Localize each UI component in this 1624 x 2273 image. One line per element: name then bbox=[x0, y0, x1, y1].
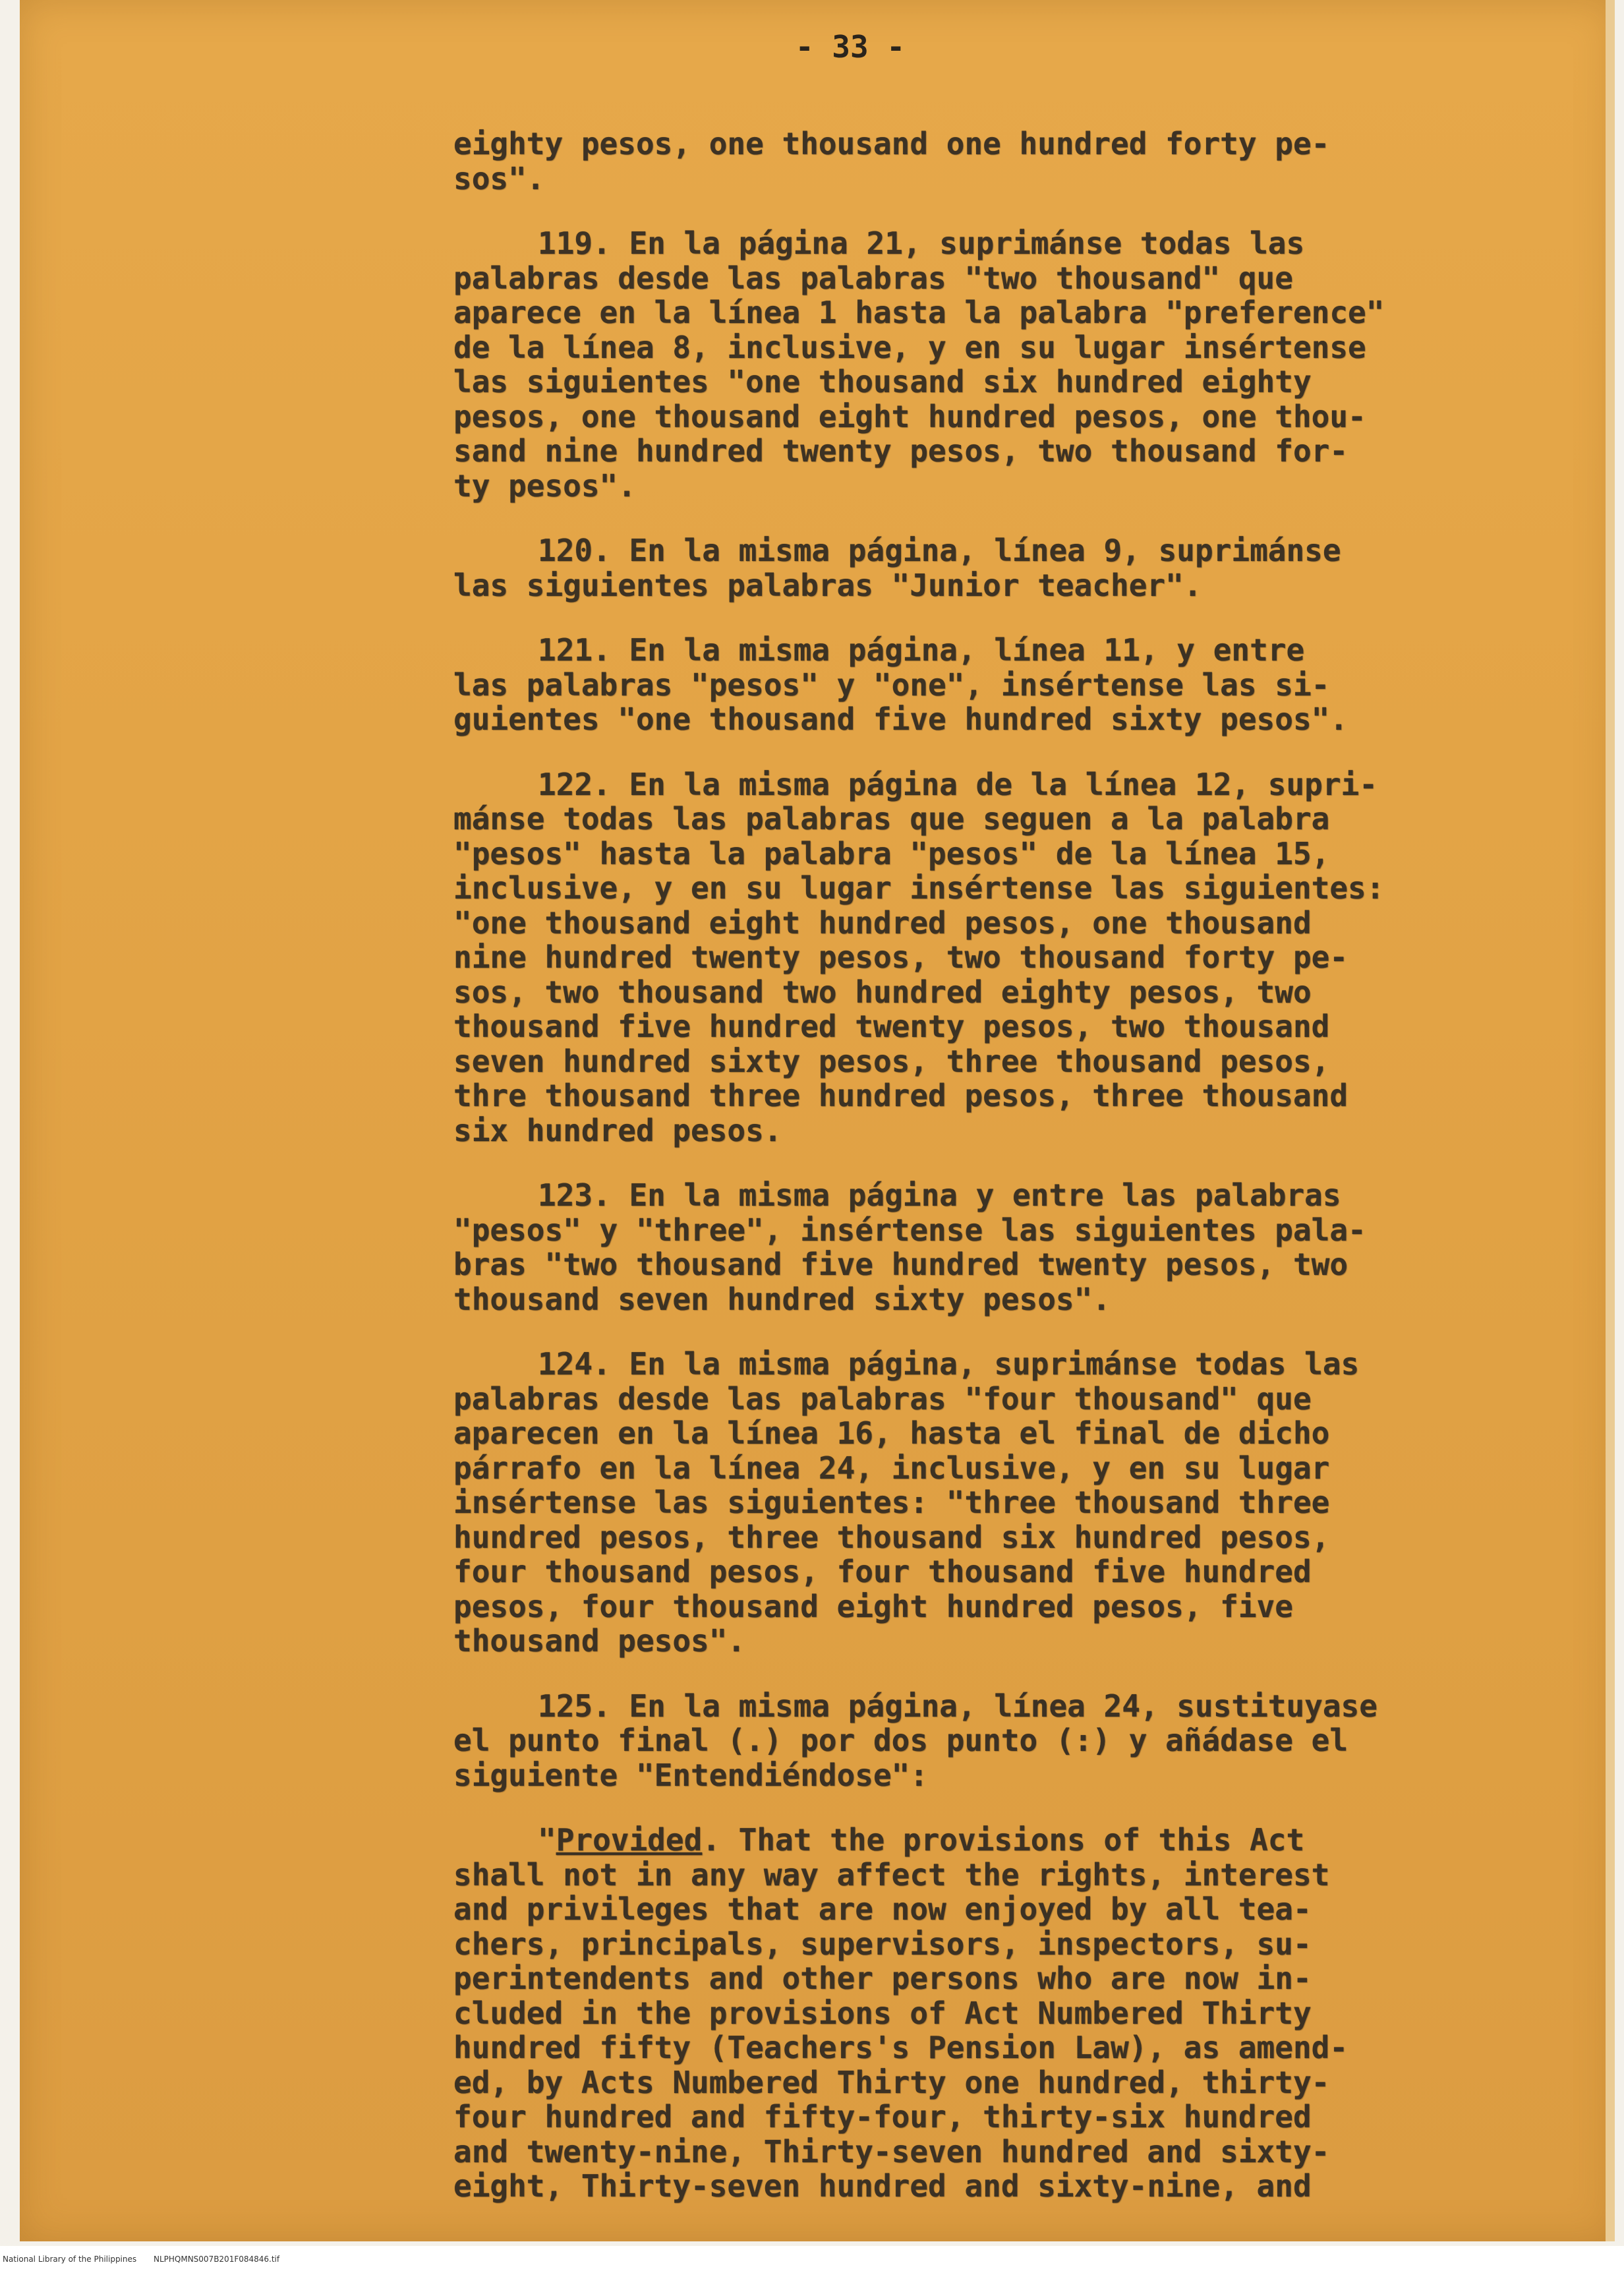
text-line: four thousand pesos, four thousand five hundred bbox=[453, 1554, 1312, 1589]
text-line: 120. En la misma página, línea 9, suprimánse bbox=[538, 533, 1341, 568]
text-line: 122. En la misma página de la línea 12, supri- bbox=[538, 766, 1378, 802]
text-line: nine hundred twenty pesos, two thousand forty pe- bbox=[453, 939, 1348, 975]
proviso-open-quote: " bbox=[538, 1822, 556, 1858]
text-line: siguiente "Entendiéndose": bbox=[453, 1757, 929, 1793]
text-line: seven hundred sixty pesos, three thousand pesos, bbox=[453, 1043, 1330, 1079]
text-line: palabras desde las palabras "two thousand" que bbox=[453, 260, 1293, 296]
text-line: el punto final (.) por dos punto (:) y añádase el bbox=[453, 1723, 1348, 1758]
proviso-lines bbox=[453, 1858, 1482, 2204]
text-line: las siguientes palabras "Junior teacher". bbox=[453, 567, 1202, 603]
text-line: "pesos" hasta la palabra "pesos" de la línea 15, bbox=[453, 835, 1330, 871]
text-line: thousand pesos". bbox=[453, 1623, 746, 1659]
text-line: 121. En la misma página, línea 11, y entre bbox=[538, 632, 1305, 668]
text-line: thre thousand three hundred pesos, three thousand bbox=[453, 1078, 1348, 1113]
text-line: hundred pesos, three thousand six hundred pesos, bbox=[453, 1519, 1330, 1555]
text-line: cluded in the provisions of Act Numbered Thirty bbox=[453, 1995, 1312, 2031]
text-line: las siguientes "one thousand six hundred eighty bbox=[453, 364, 1312, 399]
paragraph bbox=[453, 1347, 1482, 1659]
text-line: inclusive, y en su lugar insértense las siguientes: bbox=[453, 870, 1385, 906]
text-line: "one thousand eight hundred pesos, one thousand bbox=[453, 904, 1312, 941]
scan-file-id: NLPHQMNS007B201F084846.tif bbox=[153, 2255, 280, 2264]
proviso-first-line-rest: . That the provisions of this Act bbox=[702, 1822, 1305, 1858]
text-line: 124. En la misma página, suprimánse todas las bbox=[538, 1346, 1360, 1382]
text-line: hundred fifty (Teachers's Pension Law), as amend- bbox=[453, 2030, 1348, 2065]
paragraph bbox=[453, 767, 1482, 1148]
text-line: eight, Thirty-seven hundred and sixty-nine, and bbox=[453, 2168, 1312, 2204]
text-line: thousand five hundred twenty pesos, two thousand bbox=[453, 1009, 1330, 1044]
paper-edge bbox=[1606, 0, 1615, 2241]
text-line: thousand seven hundred sixty pesos". bbox=[453, 1281, 1111, 1317]
paragraph-list bbox=[453, 127, 1482, 1792]
text-line: guientes "one thousand five hundred sixty pesos". bbox=[453, 701, 1348, 737]
paragraph bbox=[453, 533, 1482, 603]
proviso-paragraph bbox=[453, 1823, 1482, 2204]
text-line: mánse todas las palabras que seguen a la palabra bbox=[453, 801, 1330, 837]
text-line: and privileges that are now enjoyed by all tea- bbox=[453, 1891, 1312, 1927]
page-number: - 33 - bbox=[795, 29, 906, 65]
text-line: chers, principals, supervisors, inspectors, su- bbox=[453, 1926, 1312, 1962]
paragraph bbox=[453, 633, 1482, 737]
text-line: aparece en la línea 1 hasta la palabra "preference" bbox=[453, 295, 1385, 330]
paragraph bbox=[453, 226, 1482, 503]
text-line: pesos, one thousand eight hundred pesos, one thou- bbox=[453, 398, 1366, 434]
text-line: bras "two thousand five hundred twenty pesos, two bbox=[453, 1247, 1348, 1282]
text-line: shall not in any way affect the rights, interest bbox=[453, 1856, 1330, 1893]
text-line: and twenty-nine, Thirty-seven hundred and sixty- bbox=[453, 2133, 1330, 2170]
text-line: eighty pesos, one thousand one hundred forty pe- bbox=[453, 126, 1330, 162]
text-line: de la línea 8, inclusive, y en su lugar insértense bbox=[453, 329, 1366, 365]
text-line: pesos, four thousand eight hundred pesos, five bbox=[453, 1588, 1293, 1624]
paragraph bbox=[453, 127, 1482, 196]
text-line: sand nine hundred twenty pesos, two thousand for- bbox=[453, 433, 1348, 469]
text-line: sos, two thousand two hundred eighty pesos, two bbox=[453, 974, 1312, 1010]
text-line: las palabras "pesos" y "one", insértense las si- bbox=[453, 666, 1330, 703]
text-line: perintendents and other persons who are now in- bbox=[453, 1961, 1312, 1996]
paragraph bbox=[453, 1689, 1482, 1793]
text-line: 119. En la página 21, suprimánse todas las bbox=[538, 225, 1305, 261]
text-line: "pesos" y "three", insértense las siguientes pala- bbox=[453, 1212, 1366, 1248]
text-line: sos". bbox=[453, 160, 545, 196]
text-line: palabras desde las palabras "four thousand" que bbox=[453, 1380, 1312, 1417]
text-line: six hundred pesos. bbox=[453, 1112, 782, 1148]
text-line: 123. En la misma página y entre las palabras bbox=[538, 1177, 1341, 1213]
text-line: insértense las siguientes: "three thousand three bbox=[453, 1485, 1330, 1520]
proviso-first-line bbox=[453, 1823, 1482, 1858]
paragraph bbox=[453, 1178, 1482, 1316]
document-body bbox=[453, 127, 1482, 2234]
text-line: four hundred and fifty-four, thirty-six hundred bbox=[453, 2099, 1312, 2135]
provided-word: Provided bbox=[556, 1822, 703, 1858]
library-credit: National Library of the Philippines bbox=[3, 2255, 137, 2264]
scan-footer bbox=[0, 2246, 1624, 2273]
text-line: párrafo en la línea 24, inclusive, y en su lugar bbox=[453, 1450, 1330, 1486]
text-line: aparecen en la línea 16, hasta el final de dicho bbox=[453, 1415, 1330, 1451]
text-line: ty pesos". bbox=[453, 467, 636, 504]
text-line: 125. En la misma página, línea 24, sustituyase bbox=[538, 1688, 1378, 1724]
text-line: ed, by Acts Numbered Thirty one hundred, thirty- bbox=[453, 2064, 1330, 2100]
